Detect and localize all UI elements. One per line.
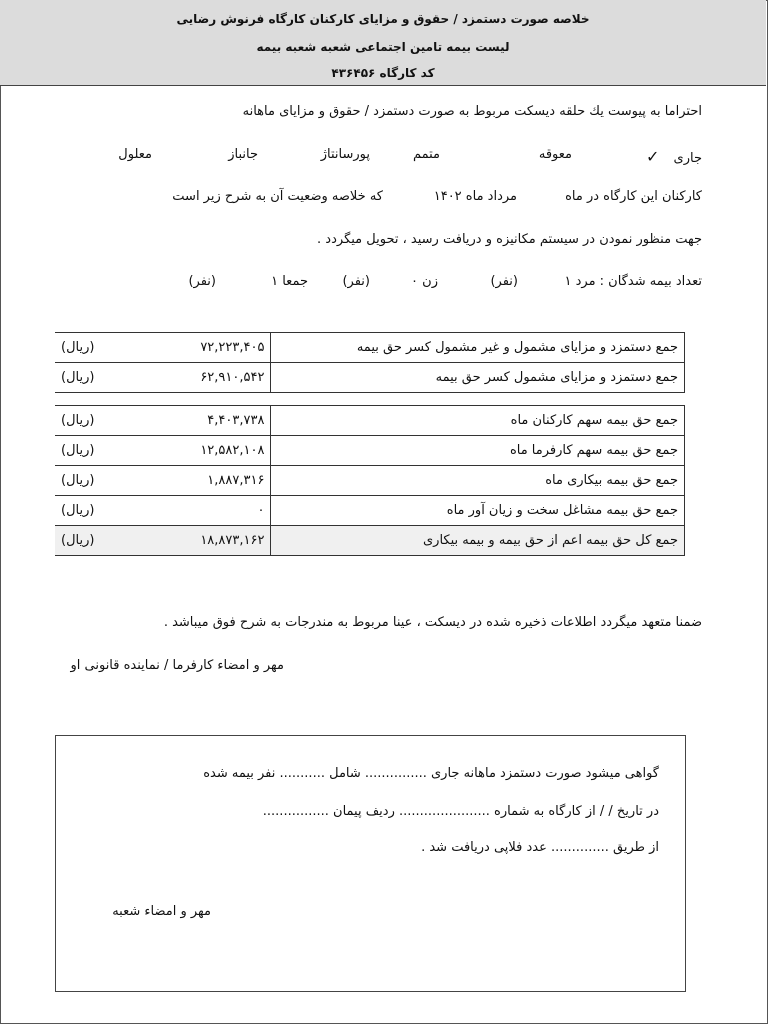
row-amount-cell [55, 526, 271, 556]
wages-table [55, 332, 685, 393]
month-line-end: که خلاصه وضعیت آن به شرح زیر است [172, 189, 383, 204]
certificate-line2: در تاریخ / / از کارگاه به شماره ...................... ردیف پیمان ................ [262, 804, 659, 819]
header-title: خلاصه صورت دستمزد / حقوق و مزایای کارکنان کارگاه فرنوش رضایی [176, 12, 590, 26]
category-deferred: معوقه [538, 147, 572, 162]
commitment-text: ضمنا متعهد میگردد اطلاعات ذخیره شده در دیسکت ، عینا مربوط به مندرجات به شرح فوق میباشد . [163, 615, 702, 630]
category-label: جاری [673, 151, 702, 166]
amount-value: ۷۲,۲۲۳,۴۰۵ [200, 340, 265, 355]
row-label: جمع دستمزد و مزایای مشمول کسر حق بیمه [271, 363, 685, 393]
currency-unit: (ریال) [61, 533, 95, 548]
category-supplement: متمم [412, 147, 440, 162]
category-current [646, 147, 702, 166]
currency-unit: (ریال) [61, 443, 95, 458]
month-value: مرداد ماه ۱۴۰۲ [433, 189, 517, 204]
document-header [0, 0, 766, 86]
row-label: جمع حق بیمه سهم کارکنان ماه [271, 406, 685, 436]
row-amount-cell [55, 333, 271, 363]
insured-women: زن ۰ [411, 274, 438, 289]
currency-unit: (ریال) [61, 503, 95, 518]
table-row [55, 466, 685, 496]
table-row-total [55, 526, 685, 556]
currency-unit: (ریال) [61, 413, 95, 428]
check-icon: ✓ [646, 147, 660, 166]
row-amount-cell [55, 496, 271, 526]
insurance-table [55, 405, 685, 556]
workshop-code: کد کارگاه ۴۳۶۴۵۶ [331, 66, 435, 80]
employer-signature-label: مهر و امضاء کارفرما / نماینده قانونی او [70, 658, 284, 673]
row-amount-cell [55, 406, 271, 436]
currency-unit: (ریال) [61, 370, 95, 385]
table-row [55, 406, 685, 436]
row-label: جمع دستمزد و مزایای مشمول و غیر مشمول کسر حق بیمه [271, 333, 685, 363]
unit-person: (نفر) [342, 274, 370, 289]
row-label: جمع حق بیمه بیکاری ماه [271, 466, 685, 496]
amount-value: ۶۲,۹۱۰,۵۴۲ [200, 370, 265, 385]
row-label: جمع کل حق بیمه اعم از حق بیمه و بیمه بیکاری [271, 526, 685, 556]
category-disabled: معلول [118, 147, 152, 162]
currency-unit: (ریال) [61, 473, 95, 488]
table-row [55, 436, 685, 466]
branch-signature-label: مهر و امضاء شعبه [112, 904, 211, 919]
row-amount-cell [55, 436, 271, 466]
currency-unit: (ریال) [61, 340, 95, 355]
amount-value: ۰ [257, 503, 265, 518]
unit-person: (نفر) [188, 274, 216, 289]
table-row [55, 333, 685, 363]
branch-certificate-box [55, 735, 686, 992]
category-commission: پورسانتاژ [320, 147, 370, 162]
delivery-line: جهت منظور نمودن در سیستم مکانیزه و دریافت رسید ، تحویل میگردد . [317, 232, 702, 247]
category-veteran: جانباز [228, 147, 258, 162]
table-row [55, 363, 685, 393]
month-line-start: کارکنان این کارگاه در ماه [565, 189, 702, 204]
amount-value: ۱,۸۸۷,۳۱۶ [207, 473, 265, 488]
row-label: جمع حق بیمه مشاغل سخت و زیان آور ماه [271, 496, 685, 526]
header-subtitle: لیست بیمه تامین اجتماعی شعبه شعبه بیمه [256, 40, 510, 54]
table-row [55, 496, 685, 526]
unit-person: (نفر) [490, 274, 518, 289]
row-amount-cell [55, 363, 271, 393]
certificate-line1: گواهی میشود صورت دستمزد ماهانه جاری ............... شامل ........... نفر بیمه شده [203, 766, 659, 781]
certificate-line3: از طریق .............. عدد فلاپی دریافت شد . [421, 840, 659, 855]
amount-value: ۱۸,۸۷۳,۱۶۲ [200, 533, 265, 548]
amount-value: ۴,۴۰۳,۷۳۸ [207, 413, 265, 428]
insured-total: جمعا ۱ [271, 274, 308, 289]
intro-line: احتراما به پیوست یك حلقه دیسکت مربوط به صورت دستمزد / حقوق و مزایای ماهانه [242, 104, 702, 119]
row-amount-cell [55, 466, 271, 496]
amount-value: ۱۲,۵۸۲,۱۰۸ [200, 443, 265, 458]
row-label: جمع حق بیمه سهم کارفرما ماه [271, 436, 685, 466]
insured-men: تعداد بیمه شدگان : مرد ۱ [564, 274, 702, 289]
